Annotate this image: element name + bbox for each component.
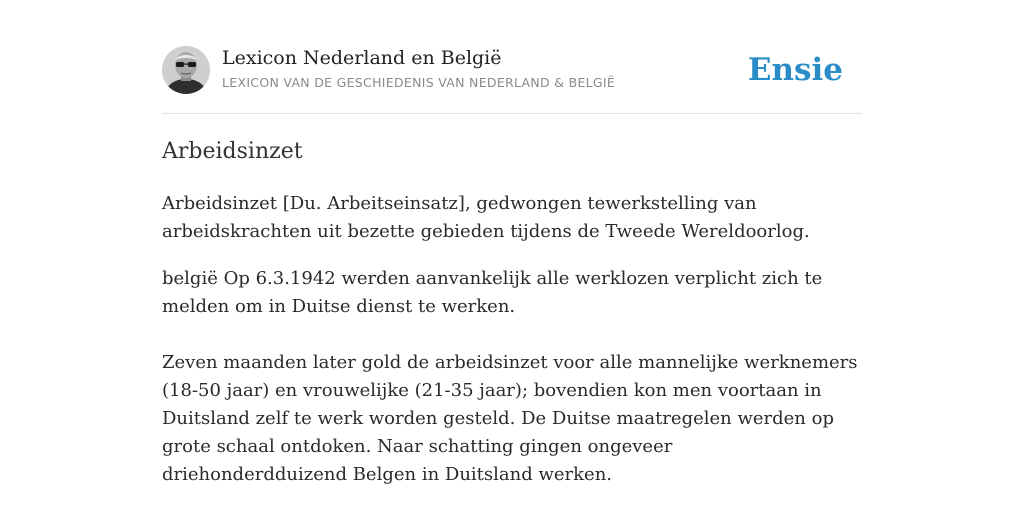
article-paragraph: Arbeidsinzet [Du. Arbeitseinsatz], gedwongen tewerkstelling van arbeidskrachten uit bezette gebieden tijdens de Tweede Wereldoorlog.	[162, 193, 810, 242]
site-title[interactable]: Lexicon Nederland en België	[222, 47, 502, 69]
avatar-icon	[162, 46, 210, 94]
article-title: Arbeidsinzet	[162, 139, 303, 164]
article-paragraph: Zeven maanden later gold de arbeidsinzet voor alle mannelijke werknemers (18-50 jaar) en vrouwelijke (21-35 jaar); bovendien kon men voortaan in Duitsland zelf te werk worden gesteld. De Duitse maatregelen werden op grote schaal ontdoken. Naar schatting gingen ongeveer driehonderdduizend Belgen in Duitsland werken.	[162, 352, 858, 485]
article-paragraph: belgië Op 6.3.1942 werden aanvankelijk alle werklozen verplicht zich te melden om in Duitse dienst te werken.	[162, 268, 823, 317]
site-header	[162, 46, 862, 114]
author-avatar[interactable]	[162, 46, 210, 94]
ensie-logo-link[interactable]: Ensie	[747, 52, 843, 88]
article	[162, 134, 862, 489]
site-subtitle: LEXICON VAN DE GESCHIEDENIS VAN NEDERLAND & BELGIË	[222, 75, 616, 90]
